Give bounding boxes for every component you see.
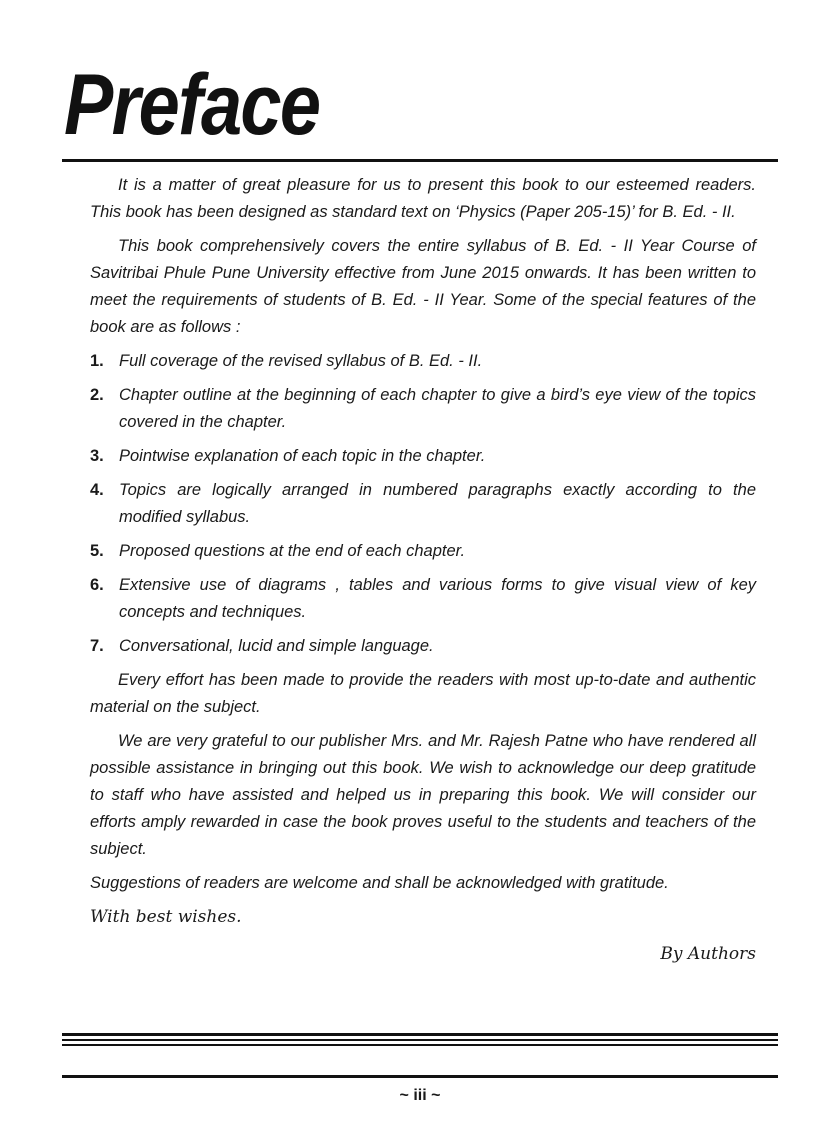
list-item-number: 7. — [90, 637, 104, 655]
list-item-text: Proposed questions at the end of each chapter. — [119, 542, 466, 560]
list-item-number: 5. — [90, 542, 104, 560]
intro-paragraph-1: It is a matter of great pleasure for us to present this book to our esteemed readers. This book has been designed as standard text on ‘Physics (Paper 205-15)’ for B. Ed. - II. — [90, 176, 756, 221]
list-item — [90, 477, 756, 531]
footer-rule — [62, 1033, 778, 1036]
preface-body — [90, 172, 756, 968]
page-number: ~ iii ~ — [399, 1087, 441, 1104]
list-item — [90, 633, 756, 660]
list-item-text: Conversational, lucid and simple language. — [119, 637, 434, 655]
suggestions-line: Suggestions of readers are welcome and shall be acknowledged with gratitude. — [90, 874, 669, 892]
list-item-text: Chapter outline at the beginning of each chapter to give a bird’s eye view of the topics covered in the chapter. — [119, 386, 756, 431]
list-item-text: Pointwise explanation of each topic in the chapter. — [119, 447, 486, 465]
footer-rule — [62, 1039, 778, 1041]
list-item-number: 4. — [90, 481, 104, 499]
title-underline — [62, 159, 778, 162]
closing-paragraph-2: We are very grateful to our publisher Mrs. and Mr. Rajesh Patne who have rendered all possible assistance in bringing out this book. We wish to acknowledge our deep gratitude to staff who have assisted and helped us in preparing this book. We will consider our efforts amply rewarded in case the book proves useful to the students and teachers of the subject. — [90, 732, 756, 858]
list-item — [90, 382, 756, 436]
list-item — [90, 443, 756, 470]
list-item-number: 6. — [90, 576, 104, 594]
list-item-number: 2. — [90, 386, 104, 404]
closing-paragraph-1: Every effort has been made to provide the readers with most up-to-date and authentic material on the subject. — [90, 671, 756, 716]
intro-paragraph-2: This book comprehensively covers the entire syllabus of B. Ed. - II Year Course of Savitribai Phule Pune University effective from June 2015 onwards. It has been written to meet the requirements of students of B. Ed. - II Year. Some of the special features of the book are as follows : — [90, 237, 756, 336]
list-item-text: Topics are logically arranged in numbered paragraphs exactly according to the modified syllabus. — [119, 481, 756, 526]
list-item-number: 1. — [90, 352, 104, 370]
footer-rule — [62, 1044, 778, 1046]
page-title: Preface — [64, 57, 320, 153]
list-item-text: Full coverage of the revised syllabus of B. Ed. - II. — [119, 352, 483, 370]
list-item — [90, 348, 756, 375]
features-list — [90, 348, 756, 660]
best-wishes: With best wishes. — [90, 907, 242, 927]
list-item — [90, 538, 756, 565]
list-item-text: Extensive use of diagrams , tables and various forms to give visual view of key concepts and techniques. — [119, 576, 756, 621]
footer-bottom-rule — [62, 1075, 778, 1078]
list-item — [90, 572, 756, 626]
author-signoff: By Authors — [660, 944, 756, 964]
list-item-number: 3. — [90, 447, 104, 465]
